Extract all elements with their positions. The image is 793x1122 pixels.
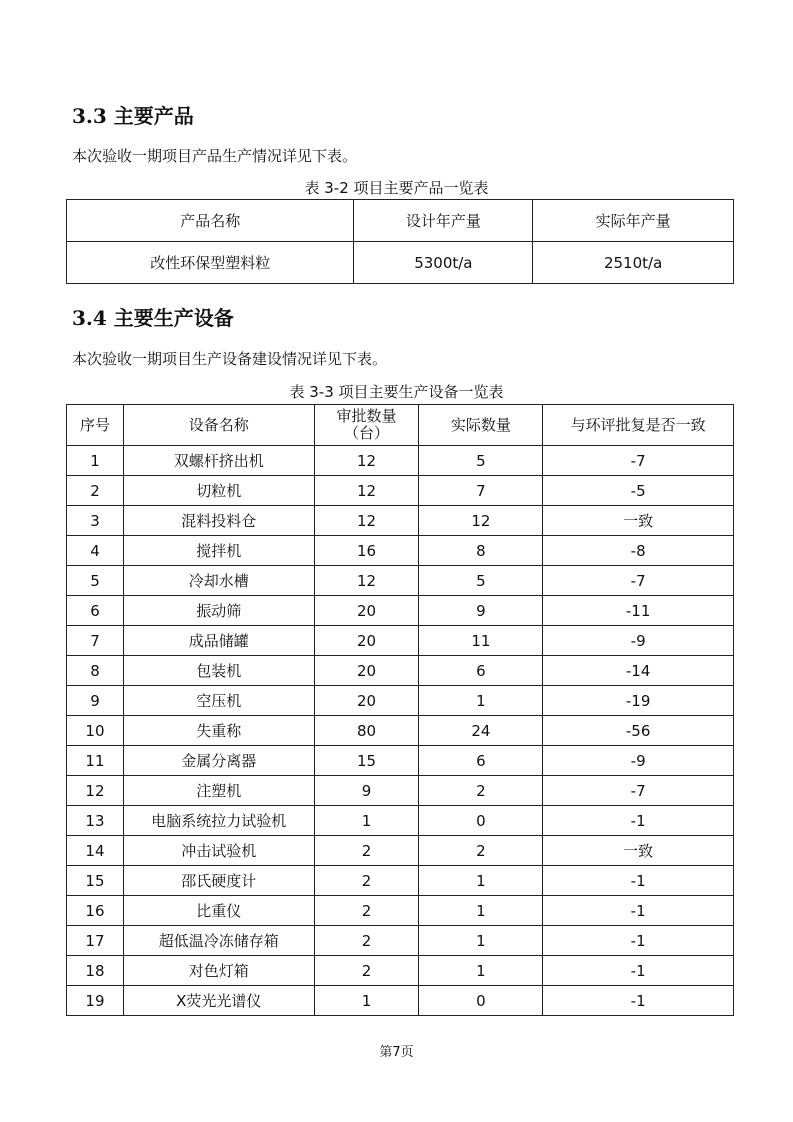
equipment-name: 失重称 <box>123 716 314 746</box>
consistency: -1 <box>543 806 734 836</box>
actual-qty: 6 <box>419 656 543 686</box>
actual-qty: 1 <box>419 956 543 986</box>
table-row <box>67 926 734 956</box>
consistency: -1 <box>543 986 734 1016</box>
row-number: 11 <box>67 746 124 776</box>
header-cell: 序号 <box>67 405 124 446</box>
row-number: 13 <box>67 806 124 836</box>
approved-qty: 1 <box>314 986 419 1016</box>
table-row <box>67 506 734 536</box>
equipment-name: 混料投料仓 <box>123 506 314 536</box>
actual-qty: 24 <box>419 716 543 746</box>
header-approved-qty: 审批数量 <box>336 407 397 425</box>
table-row <box>67 686 734 716</box>
equipment-name: 超低温冷冻储存箱 <box>123 926 314 956</box>
approved-qty: 16 <box>314 536 419 566</box>
actual-qty: 1 <box>419 866 543 896</box>
table-row <box>67 956 734 986</box>
consistency: -1 <box>543 866 734 896</box>
table-header-row <box>67 405 734 446</box>
products-table <box>66 199 734 284</box>
header-cell: 与环评批复是否一致 <box>543 405 734 446</box>
table-row <box>67 476 734 506</box>
actual-qty: 6 <box>419 746 543 776</box>
consistency: -9 <box>543 746 734 776</box>
header-cell: 实际年产量 <box>533 200 734 242</box>
header-unit: （台） <box>344 424 390 442</box>
actual-qty: 9 <box>419 596 543 626</box>
consistency: -1 <box>543 926 734 956</box>
approved-qty: 2 <box>314 836 419 866</box>
equipment-name: 比重仪 <box>123 896 314 926</box>
table-caption-3-3: 表 3-3 项目主要生产设备一览表 <box>289 383 504 401</box>
consistency: -7 <box>543 446 734 476</box>
actual-qty: 8 <box>419 536 543 566</box>
actual-qty: 2 <box>419 836 543 866</box>
table-row <box>67 836 734 866</box>
approved-qty: 1 <box>314 806 419 836</box>
row-number: 16 <box>67 896 124 926</box>
row-number: 7 <box>67 626 124 656</box>
section-heading-3-4: 3.4 主要生产设备 <box>72 306 234 330</box>
approved-qty: 20 <box>314 656 419 686</box>
row-number: 19 <box>67 986 124 1016</box>
row-number: 18 <box>67 956 124 986</box>
table-row <box>67 746 734 776</box>
approved-qty: 9 <box>314 776 419 806</box>
consistency: -8 <box>543 536 734 566</box>
actual-qty: 1 <box>419 896 543 926</box>
equipment-name: 搅拌机 <box>123 536 314 566</box>
row-number: 14 <box>67 836 124 866</box>
approved-qty: 2 <box>314 926 419 956</box>
section-intro-3-4: 本次验收一期项目生产设备建设情况详见下表。 <box>72 350 388 368</box>
equipment-name: 空压机 <box>123 686 314 716</box>
approved-qty: 2 <box>314 896 419 926</box>
actual-qty: 5 <box>419 566 543 596</box>
actual-output: 2510t/a <box>533 242 734 284</box>
approved-qty: 12 <box>314 446 419 476</box>
approved-qty: 15 <box>314 746 419 776</box>
row-number: 4 <box>67 536 124 566</box>
table-row <box>67 626 734 656</box>
page-number: 第7页 <box>379 1045 414 1060</box>
design-output: 5300t/a <box>354 242 533 284</box>
equipment-name: 注塑机 <box>123 776 314 806</box>
approved-qty: 20 <box>314 596 419 626</box>
row-number: 8 <box>67 656 124 686</box>
consistency: -56 <box>543 716 734 746</box>
equipment-name: 切粒机 <box>123 476 314 506</box>
row-number: 6 <box>67 596 124 626</box>
equipment-name: 邵氏硬度计 <box>123 866 314 896</box>
equipment-name: 振动筛 <box>123 596 314 626</box>
consistency: 一致 <box>543 506 734 536</box>
consistency: -11 <box>543 596 734 626</box>
consistency: -14 <box>543 656 734 686</box>
equipment-name: 包装机 <box>123 656 314 686</box>
equipment-name: 双螺杆挤出机 <box>123 446 314 476</box>
approved-qty: 20 <box>314 626 419 656</box>
table-header-row <box>67 200 734 242</box>
actual-qty: 11 <box>419 626 543 656</box>
table-caption-3-2: 表 3-2 项目主要产品一览表 <box>304 179 489 197</box>
consistency: 一致 <box>543 836 734 866</box>
table-row <box>67 896 734 926</box>
table-row <box>67 776 734 806</box>
approved-qty: 12 <box>314 566 419 596</box>
table-row <box>67 446 734 476</box>
equipment-name: X荧光光谱仪 <box>123 986 314 1016</box>
table-row <box>67 536 734 566</box>
header-cell: 设备名称 <box>123 405 314 446</box>
table-row <box>67 656 734 686</box>
row-number: 10 <box>67 716 124 746</box>
row-number: 12 <box>67 776 124 806</box>
consistency: -5 <box>543 476 734 506</box>
approved-qty: 12 <box>314 506 419 536</box>
table-row <box>67 806 734 836</box>
row-number: 17 <box>67 926 124 956</box>
row-number: 15 <box>67 866 124 896</box>
table-row <box>67 596 734 626</box>
approved-qty: 12 <box>314 476 419 506</box>
header-cell: 产品名称 <box>67 200 354 242</box>
approved-qty: 80 <box>314 716 419 746</box>
actual-qty: 7 <box>419 476 543 506</box>
actual-qty: 0 <box>419 986 543 1016</box>
section-heading-3-3: 3.3 主要产品 <box>72 104 194 128</box>
row-number: 1 <box>67 446 124 476</box>
product-name: 改性环保型塑料粒 <box>67 242 354 284</box>
equipment-name: 冲击试验机 <box>123 836 314 866</box>
equipment-name: 冷却水槽 <box>123 566 314 596</box>
equipment-table <box>66 404 734 1016</box>
equipment-name: 电脑系统拉力试验机 <box>123 806 314 836</box>
consistency: -1 <box>543 896 734 926</box>
table-row <box>67 986 734 1016</box>
section-intro-3-3: 本次验收一期项目产品生产情况详见下表。 <box>72 147 358 165</box>
actual-qty: 1 <box>419 686 543 716</box>
equipment-name: 对色灯箱 <box>123 956 314 986</box>
approved-qty: 20 <box>314 686 419 716</box>
row-number: 2 <box>67 476 124 506</box>
header-cell <box>314 405 419 446</box>
header-cell: 设计年产量 <box>354 200 533 242</box>
approved-qty: 2 <box>314 866 419 896</box>
row-number: 3 <box>67 506 124 536</box>
actual-qty: 1 <box>419 926 543 956</box>
actual-qty: 5 <box>419 446 543 476</box>
row-number: 5 <box>67 566 124 596</box>
table-row <box>67 242 734 284</box>
table-row <box>67 566 734 596</box>
actual-qty: 0 <box>419 806 543 836</box>
actual-qty: 2 <box>419 776 543 806</box>
table-row <box>67 716 734 746</box>
equipment-name: 成品储罐 <box>123 626 314 656</box>
actual-qty: 12 <box>419 506 543 536</box>
header-cell: 实际数量 <box>419 405 543 446</box>
equipment-name: 金属分离器 <box>123 746 314 776</box>
table-row <box>67 866 734 896</box>
consistency: -9 <box>543 626 734 656</box>
approved-qty: 2 <box>314 956 419 986</box>
row-number: 9 <box>67 686 124 716</box>
consistency: -7 <box>543 566 734 596</box>
consistency: -7 <box>543 776 734 806</box>
consistency: -19 <box>543 686 734 716</box>
consistency: -1 <box>543 956 734 986</box>
